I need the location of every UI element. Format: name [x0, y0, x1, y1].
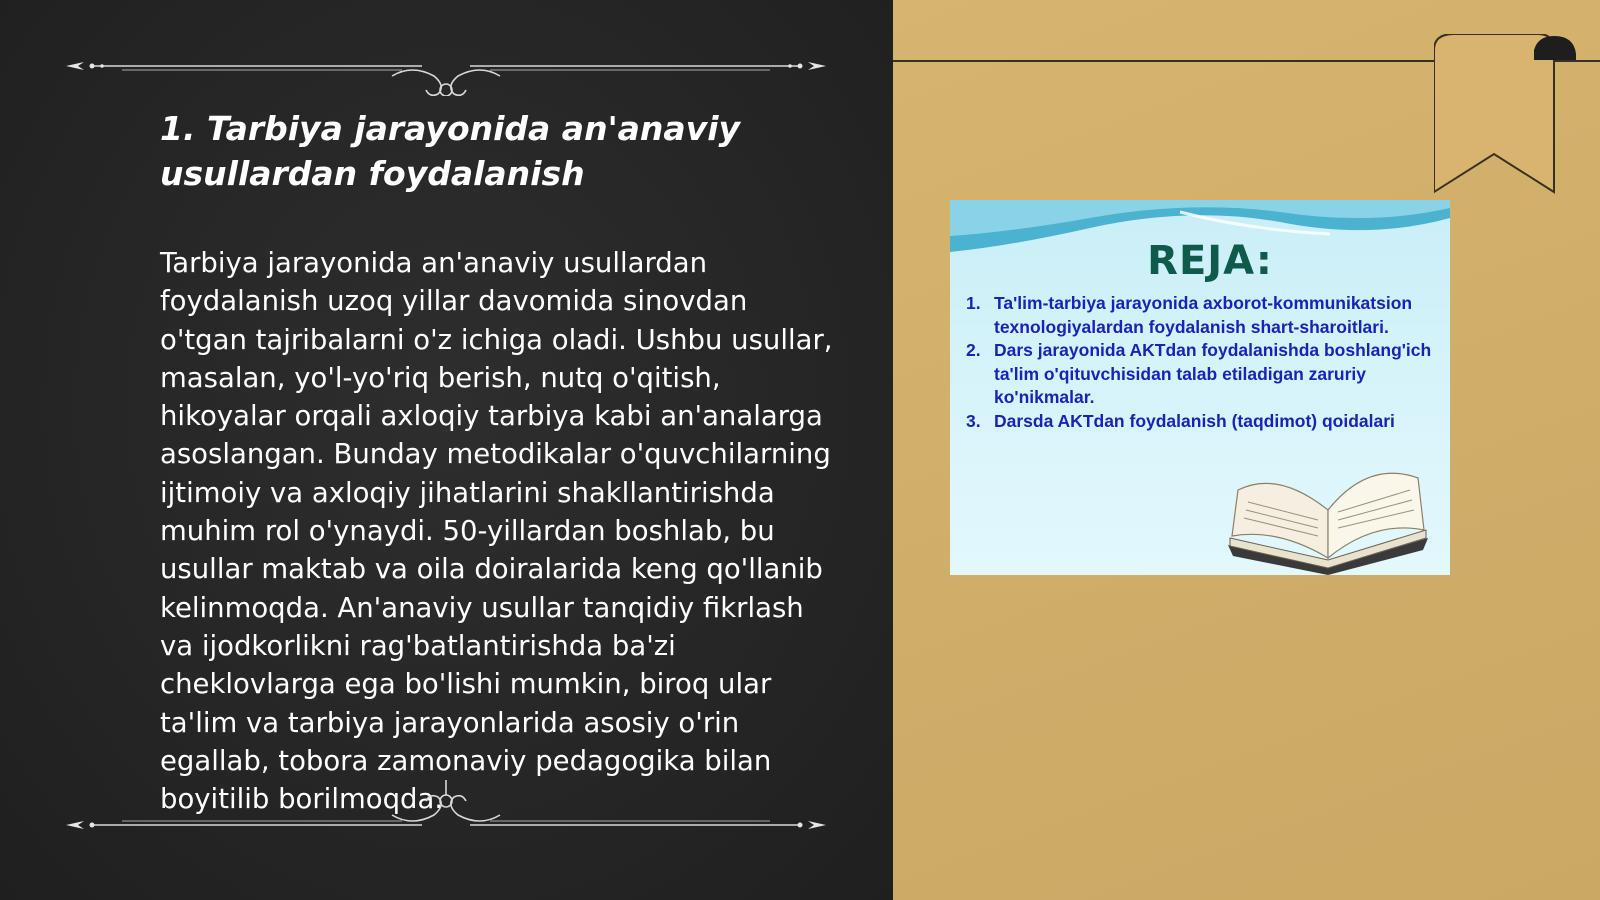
reja-item-text: Dars jarayonida AKTdan foydalanishda boshlang'ich ta'lim o'qituvchisidan talab etiladigan zaruriy ko'nikmalar. — [994, 340, 1432, 407]
ornament-divider-top — [62, 36, 830, 96]
reja-plan-image — [950, 200, 1450, 575]
reja-item-number: 3. — [966, 410, 981, 431]
open-book-icon — [1218, 450, 1438, 575]
reja-item-text: Darsda AKTdan foydalanish (taqdimot) qoidalari — [994, 410, 1395, 431]
reja-list-item — [966, 410, 1446, 434]
slide-body-text: Tarbiya jarayonida an'anaviy usullardan foydalanish uzoq yillar davomida sinovdan o'tgan tajribalarni o'z ichiga oladi. Ushbu usullar, masalan, yo'l-yo'riq berish, nutq o'qitish, hikoyalar orqali axloqiy tarbiya kabi an'analarga asoslangan. Bunday metodikalar o'quvchilarning ijtimoiy va axloqiy jihatlarini shakllantirishda muhim rol o'ynaydi. 50-yillardan boshlab, bu usullar maktab va oila doiralarida keng qo'llanib kelinmoqda. An'anaviy usullar tanqidiy fikrlash va ijodkorlikni rag'batlantirishda ba'zi cheklovlarga ega bo'lishi mumkin, biroq ular ta'lim va tarbiya jarayonlarida asosiy o'rin egallab, tobora zamonaviy pedagogika bilan boyitilib borilmoqda. — [160, 247, 833, 816]
reja-item-number: 2. — [966, 340, 981, 360]
reja-item-number: 1. — [966, 293, 981, 313]
bookmark-icon — [1434, 34, 1594, 200]
reja-list-item — [966, 292, 1446, 339]
reja-heading: REJA: — [1147, 238, 1273, 284]
reja-list-item — [966, 339, 1446, 410]
slide-title: 1. Tarbiya jarayonida an'anaviy usullardan foydalanish — [160, 109, 741, 193]
reja-list — [966, 292, 1446, 433]
ornament-divider-bottom — [62, 780, 830, 840]
reja-item-text: Ta'lim-tarbiya jarayonida axborot-kommunikatsion texnologiyalardan foydalanish shart-sharoitlari. — [994, 293, 1413, 337]
